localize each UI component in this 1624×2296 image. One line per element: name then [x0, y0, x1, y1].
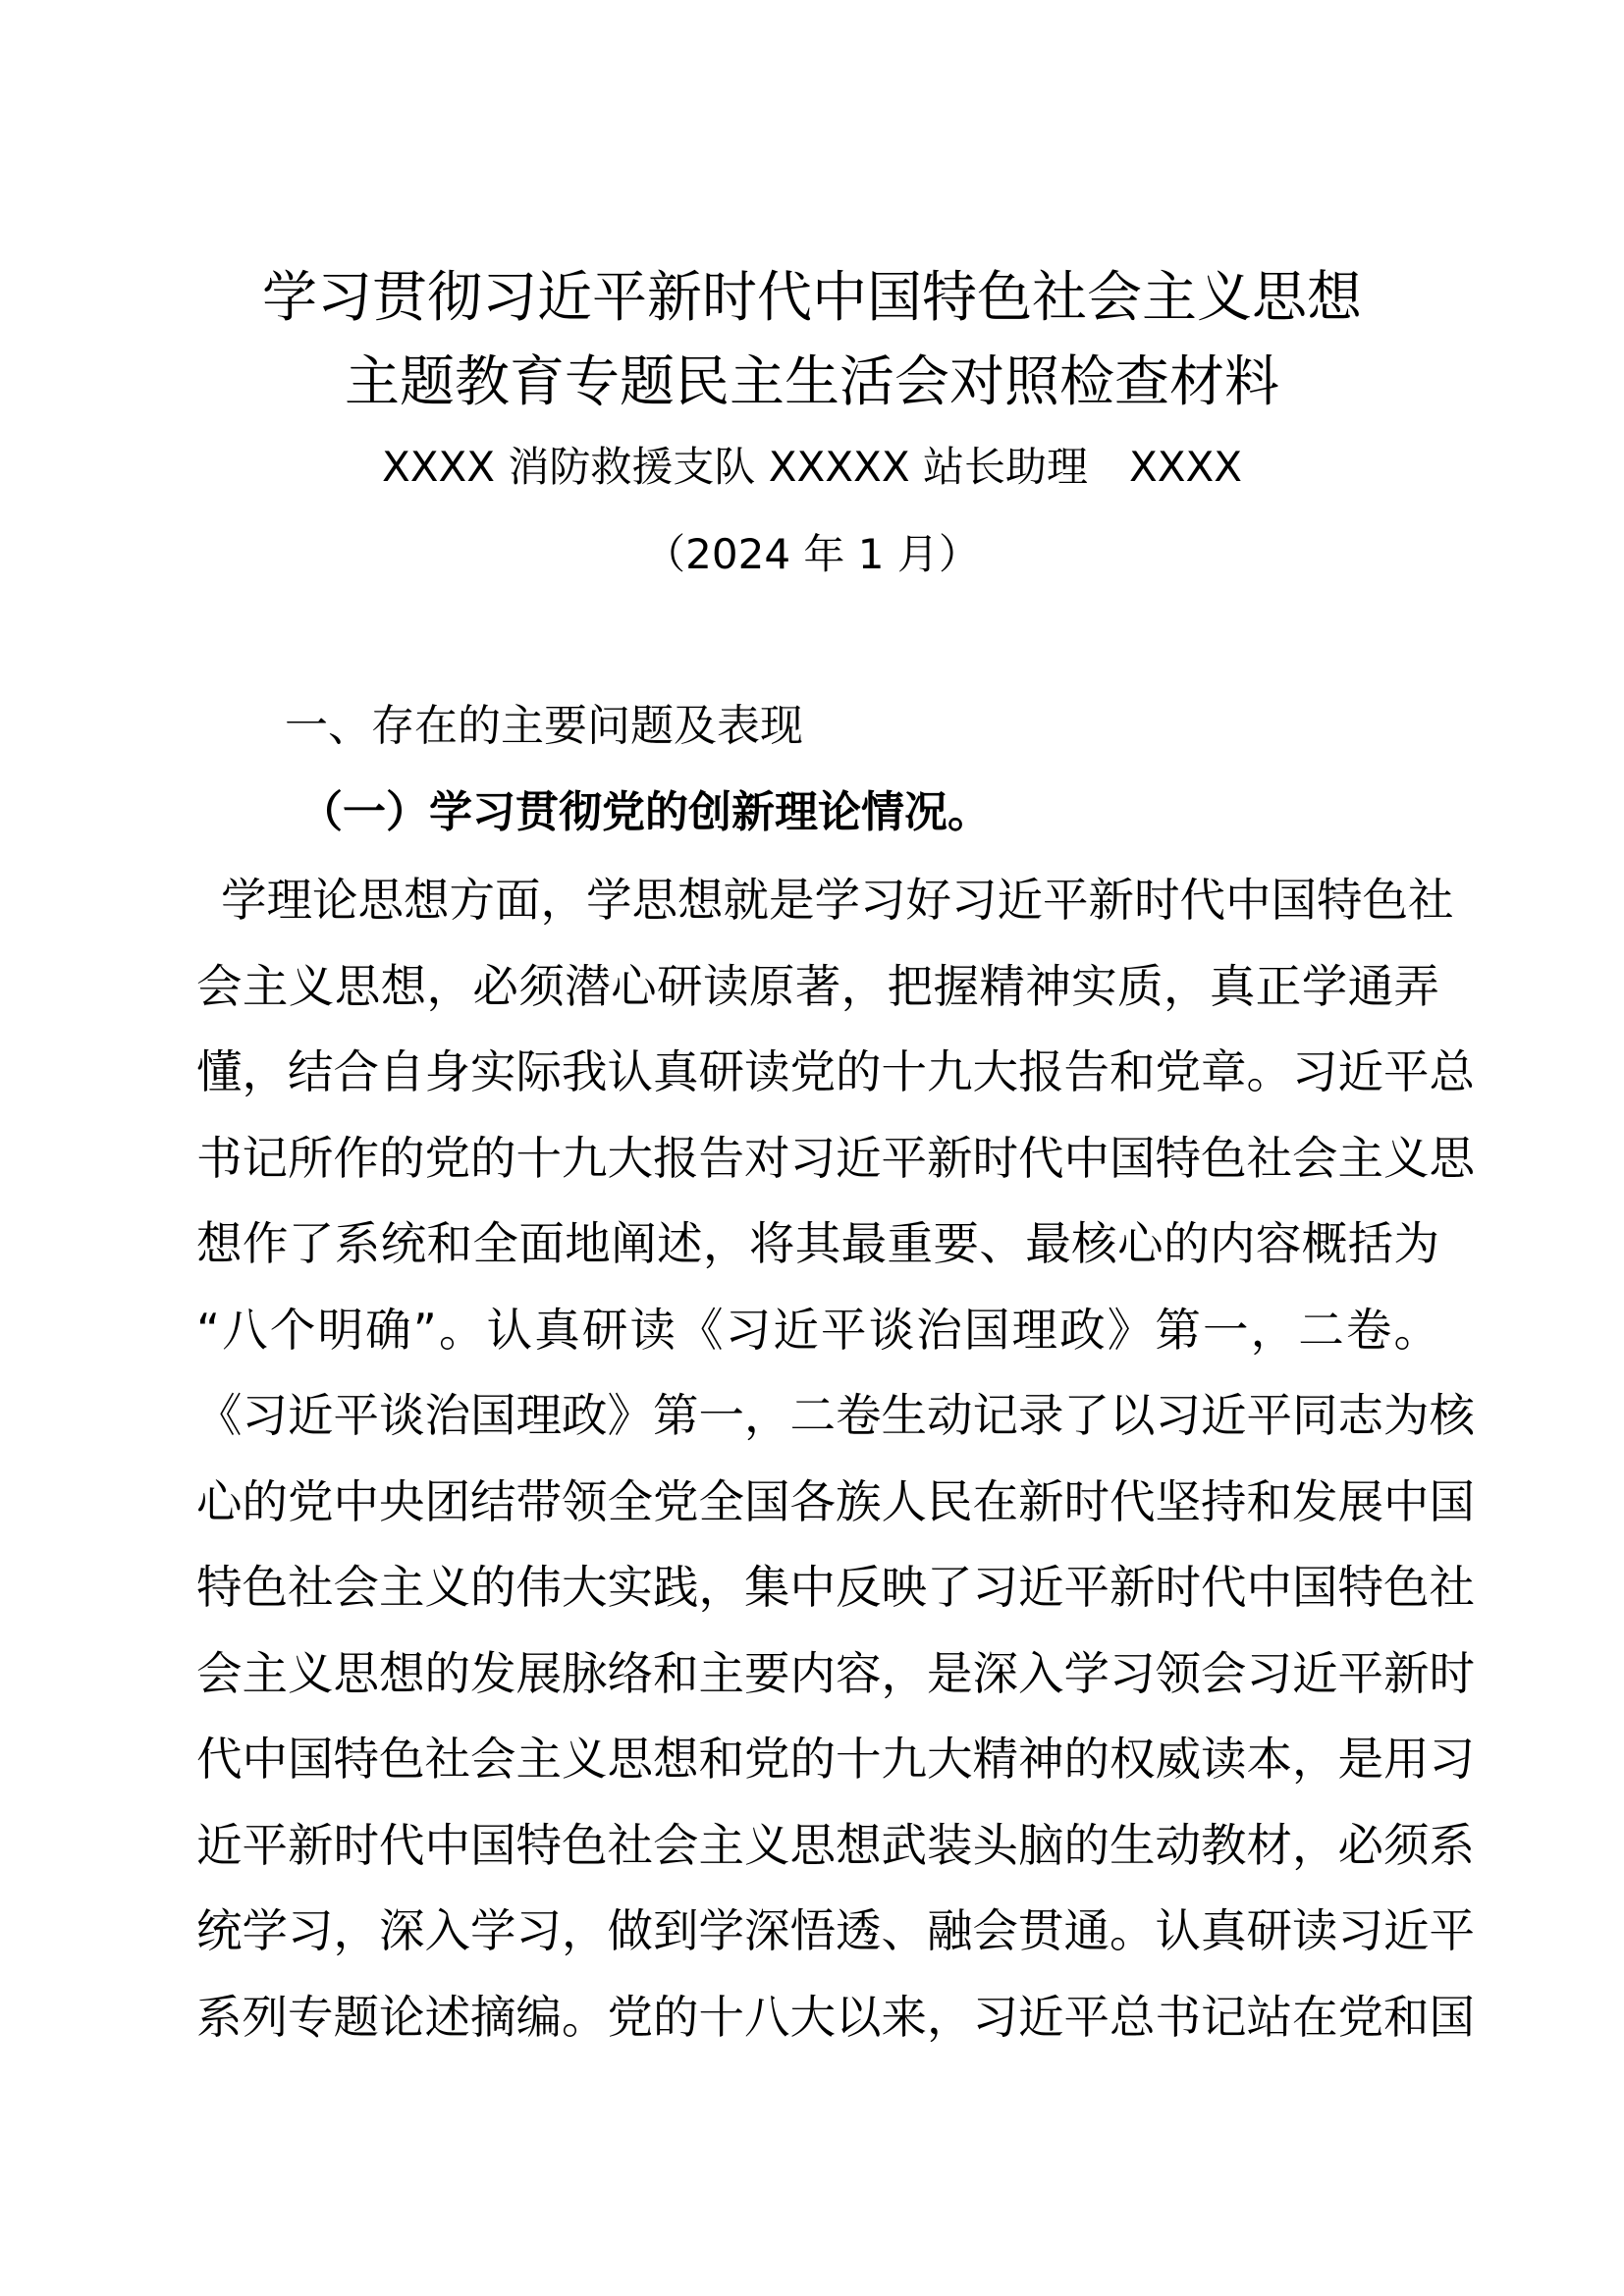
- body-line: 近平新时代中国特色社会主义思想武装头脑的生动教材，必须系: [196, 1818, 1475, 1872]
- body-line: “八个明确”。认真研读《习近平谈治国理政》第一，二卷。: [196, 1303, 1439, 1357]
- subsection-heading: （一）学习贯彻党的创新理论情况。: [299, 787, 991, 837]
- body-line: 学理论思想方面，学思想就是学习好习近平新时代中国特色社: [221, 874, 1454, 927]
- body-line: 会主义思想的发展脉络和主要内容，是深入学习领会习近平新时: [196, 1646, 1475, 1700]
- body-line: 《习近平谈治国理政》第一，二卷生动记录了以习近平同志为核: [196, 1389, 1475, 1442]
- author-line: XXXX 消防救援支队 XXXXX 站长助理 XXXX: [381, 443, 1243, 491]
- section-heading: 一、存在的主要问题及表现: [285, 701, 803, 751]
- body-line: 代中国特色社会主义思想和党的十九大精神的权威读本，是用习: [196, 1733, 1475, 1786]
- body-line: 系列专题论述摘编。党的十八大以来，习近平总书记站在党和国: [196, 1990, 1475, 2044]
- body-line: 特色社会主义的伟大实践，集中反映了习近平新时代中国特色社: [196, 1561, 1475, 1614]
- body-line: 会主义思想，必须潜心研读原著，把握精神实质，真正学通弄: [196, 959, 1439, 1013]
- document-title-line-2: 主题教育专题民主生活会对照检查材料: [345, 350, 1279, 414]
- date-line: （2024 年 1 月）: [644, 530, 980, 578]
- body-line: 心的党中央团结带领全党全国各族人民在新时代坚持和发展中国: [196, 1474, 1475, 1528]
- document-title-line-1: 学习贯彻习近平新时代中国特色社会主义思想: [262, 266, 1362, 330]
- body-line: 书记所作的党的十九大报告对习近平新时代中国特色社会主义思: [196, 1131, 1475, 1185]
- body-line: 想作了系统和全面地阐述，将其最重要、最核心的内容概括为: [196, 1217, 1439, 1270]
- body-line: 统学习，深入学习，做到学深悟透、融会贯通。认真研读习近平: [196, 1904, 1475, 1957]
- body-line: 懂，结合自身实际我认真研读党的十九大报告和党章。习近平总: [196, 1045, 1475, 1098]
